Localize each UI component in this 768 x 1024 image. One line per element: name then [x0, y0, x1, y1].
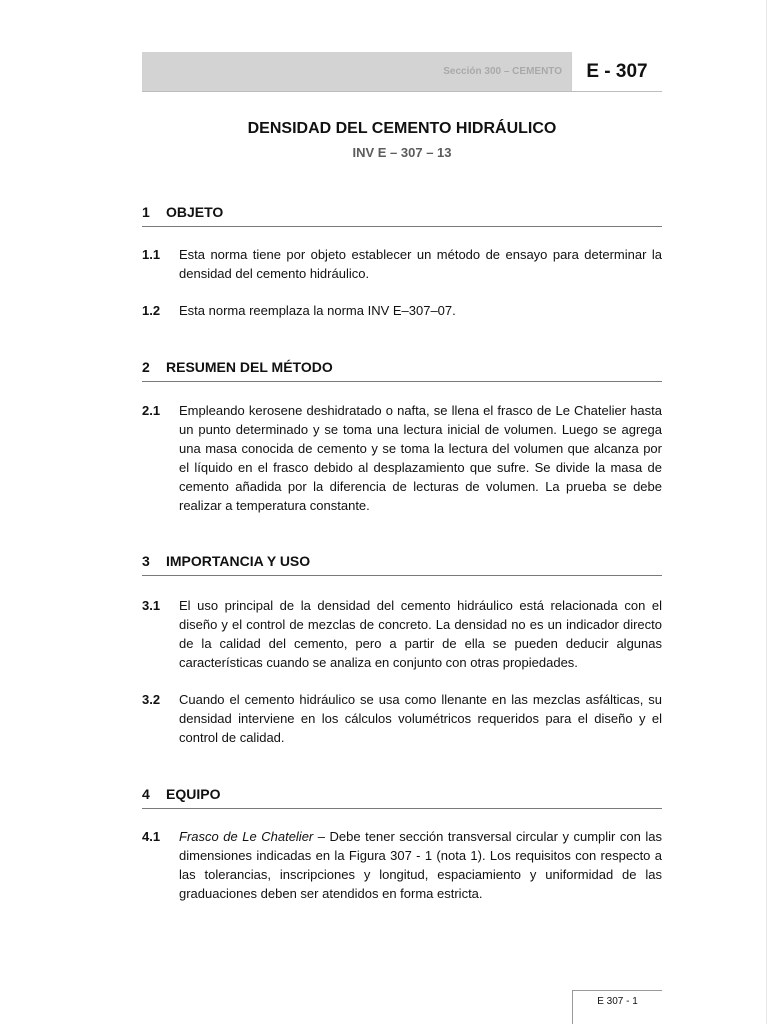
equipment-term: Frasco de Le Chatelier — [179, 829, 314, 844]
paragraph-text: Esta norma reemplaza la norma INV E–307–07. — [179, 303, 456, 318]
section-heading-resumen — [142, 359, 662, 382]
section-heading-objeto — [142, 204, 662, 227]
paragraph-text: Esta norma tiene por objeto establecer un método de ensayo para determinar la densidad del cemento hidráulico. — [179, 247, 662, 281]
header-bar — [142, 52, 662, 92]
header-section-label: Sección 300 – CEMENTO — [443, 66, 562, 77]
paragraph-number: 2.1 — [142, 403, 161, 418]
paragraph-number: 1.1 — [142, 247, 161, 262]
document-code: INV E – 307 – 13 — [352, 145, 452, 160]
section-title: IMPORTANCIA Y USO — [166, 553, 311, 569]
page-number-footer: E 307 - 1 — [572, 990, 662, 1024]
paragraph-number: 1.2 — [142, 303, 161, 318]
equipment-description: – Debe tener sección transversal circular y cumplir con las dimensiones indicadas en la Figura 307 - 1 (nota 1). Los requisitos con respecto a las tolerancias, inscripciones y longitud, espaciamiento y uniformidad de las graduaciones deben ser atendidos en forma estricta. — [179, 829, 662, 901]
paragraph-text: Empleando kerosene deshidratado o nafta, se llena el frasco de Le Chatelier hasta un punto determinado y se toma una lectura inicial de volumen. Luego se agrega una masa conocida de cemento y se toma la lectura del volumen que alcanza por el líquido en el frasco debido al desplazamiento que sufre. Se divide la masa de cemento añadida por la diferencia de lecturas de volumen. La prueba se debe realizar a temperatura constante. — [179, 403, 662, 513]
paragraph-text — [179, 827, 662, 903]
section-heading-equipo — [142, 786, 662, 809]
section-title: OBJETO — [166, 204, 224, 220]
paragraph-text: Cuando el cemento hidráulico se usa como llenante en las mezclas asfálticas, su densidad interviene en los cálculos volumétricos requeridos para el diseño y el control de calidad. — [179, 692, 662, 745]
paragraph-number: 4.1 — [142, 829, 161, 844]
section-title: RESUMEN DEL MÉTODO — [166, 359, 333, 375]
section-number: 4 — [142, 786, 150, 802]
header-code: E - 307 — [571, 52, 662, 91]
section-heading-importancia — [142, 553, 662, 576]
paragraph-number: 3.1 — [142, 598, 161, 613]
document-title: DENSIDAD DEL CEMENTO HIDRÁULICO — [247, 120, 557, 137]
paragraph-text: El uso principal de la densidad del cemento hidráulico está relacionada con el diseño y el control de mezclas de concreto. La densidad no es un indicador directo de la calidad del cemento, pero a partir de ella se pueden deducir algunas características cuando se analiza en conjunto con otras propiedades. — [179, 598, 662, 670]
section-number: 1 — [142, 204, 150, 220]
section-number: 2 — [142, 359, 150, 375]
section-title: EQUIPO — [166, 786, 221, 802]
section-number: 3 — [142, 553, 150, 569]
paragraph-number: 3.2 — [142, 692, 161, 707]
